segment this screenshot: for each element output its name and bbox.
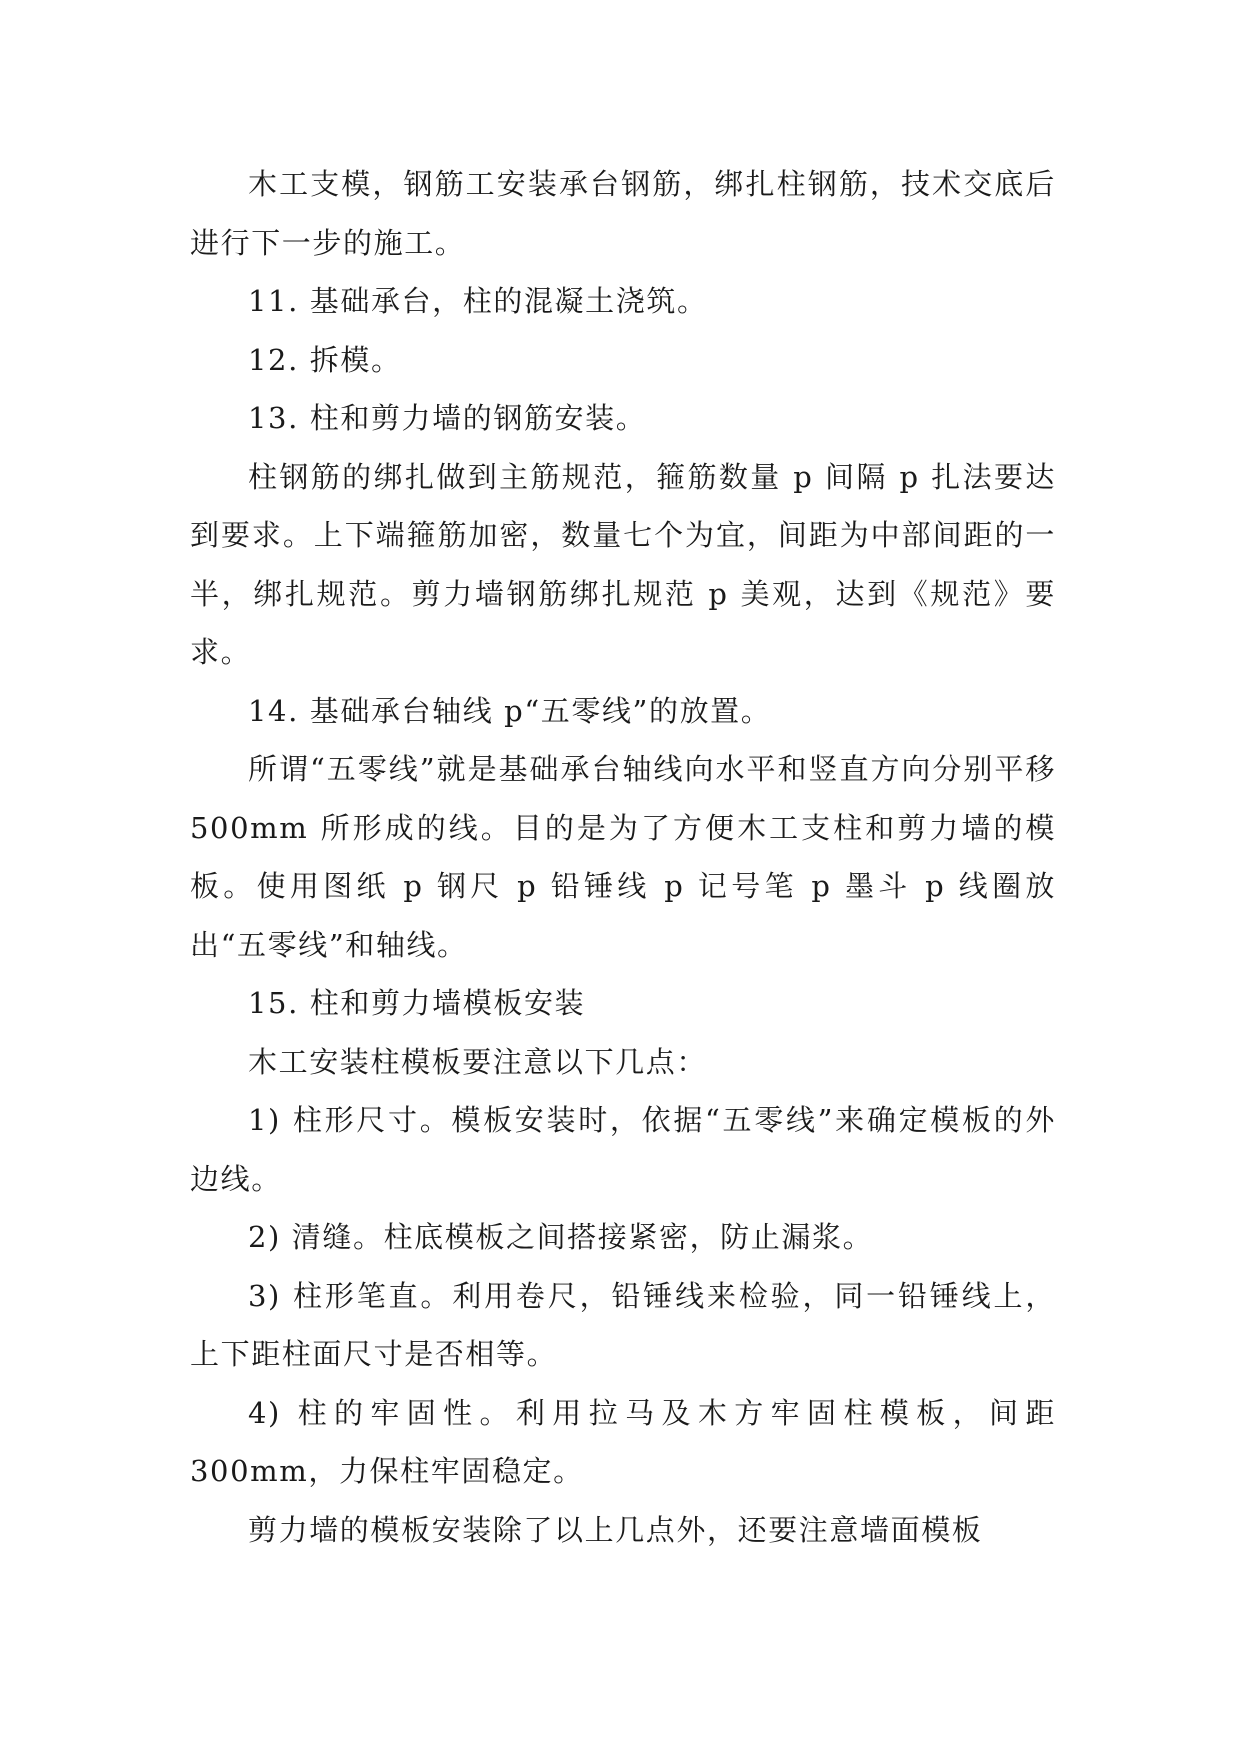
paragraph: 3) 柱形笔直。利用卷尺，铅锤线来检验，同一铅锤线上，上下距柱面尺寸是否相等。 <box>190 1278 1056 1371</box>
paragraph: 13. 柱和剪力墙的钢筋安装。 <box>248 401 647 435</box>
document-body <box>190 155 1056 1559</box>
paragraph: 14. 基础承台轴线 p“五零线”的放置。 <box>248 693 772 728</box>
paragraph: 11. 基础承台，柱的混凝土浇筑。 <box>248 284 708 318</box>
paragraph: 所谓“五零线”就是基础承台轴线向水平和竖直方向分别平移 500mm 所形成的线。目的是为了方便木工支柱和剪力墙的模板。使用图纸 p 钢尺 p 铅锤线 p 记号笔 p 墨斗 p 线圈放出“五零线”和轴线。 <box>190 752 1056 962</box>
paragraph: 12. 拆模。 <box>248 342 402 377</box>
paragraph: 4) 柱的牢固性。利用拉马及木方牢固柱模板，间距300mm，力保柱牢固稳定。 <box>190 1395 1056 1488</box>
paragraph: 15. 柱和剪力墙模板安装 <box>248 986 586 1020</box>
paragraph: 木工支模，钢筋工安装承台钢筋，绑扎柱钢筋，技术交底后进行下一步的施工。 <box>190 167 1056 260</box>
paragraph: 剪力墙的模板安装除了以上几点外，还要注意墙面模板 <box>248 1512 983 1547</box>
paragraph: 木工安装柱模板要注意以下几点： <box>248 1044 708 1079</box>
paragraph: 柱钢筋的绑扎做到主筋规范，箍筋数量 p 间隔 p 扎法要达到要求。上下端箍筋加密，数量七个为宜，间距为中部间距的一半，绑扎规范。剪力墙钢筋绑扎规范 p 美观，达到《规范》要求。 <box>190 459 1056 669</box>
paragraph: 2) 清缝。柱底模板之间搭接紧密，防止漏浆。 <box>248 1220 874 1254</box>
paragraph: 1) 柱形尺寸。模板安装时，依据“五零线”来确定模板的外边线。 <box>190 1103 1056 1196</box>
